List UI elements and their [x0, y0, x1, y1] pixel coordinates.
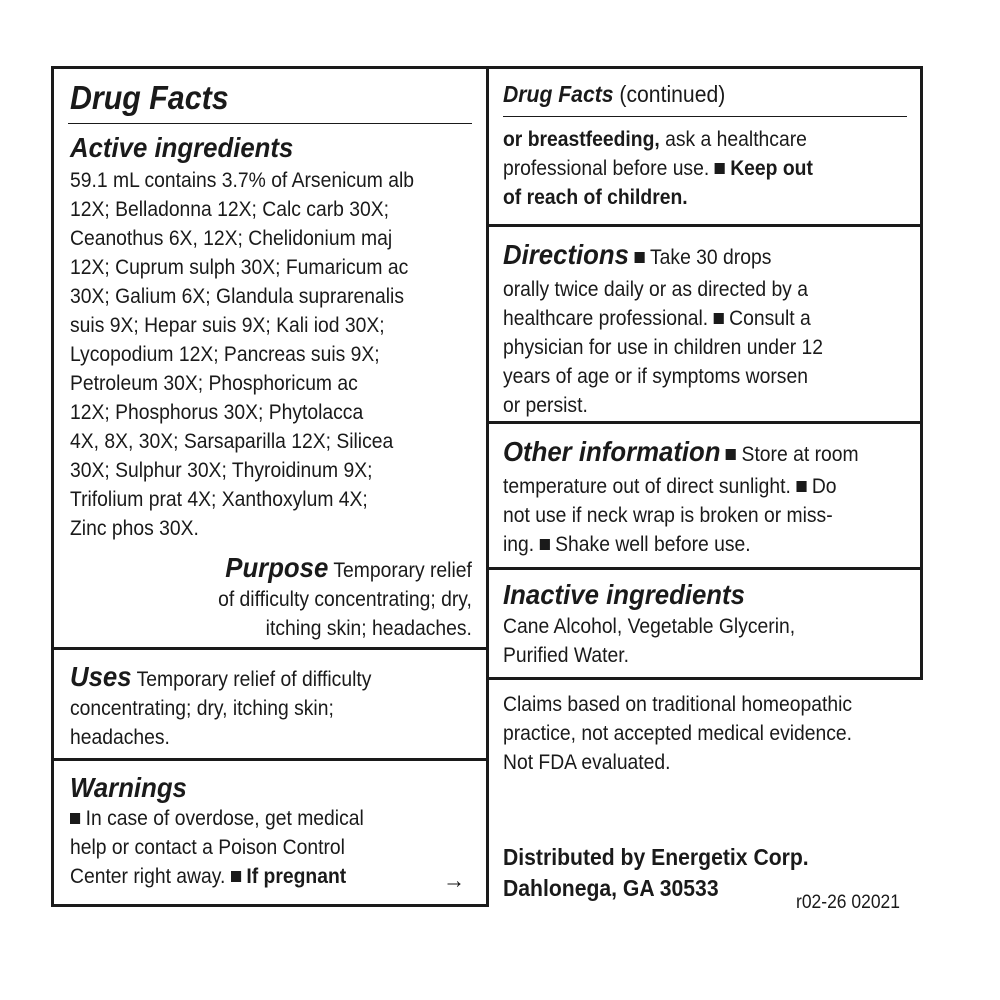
revision-code: r02-26 02021 — [796, 892, 901, 913]
inactive-body — [503, 612, 795, 670]
bullet-square-icon — [540, 539, 550, 550]
purpose-text: Temporary relief — [333, 559, 472, 582]
claims-line-1: Claims based on traditional homeopathic — [503, 693, 853, 716]
other-text: Do — [811, 475, 837, 498]
ingredient-line: 12X; Phosphorus 30X; Phytolacca — [70, 401, 364, 424]
directions-line-3 — [503, 304, 823, 333]
continued-divider — [503, 116, 907, 117]
other-text: temperature out of direct sunlight. — [503, 475, 791, 498]
uses-text: Temporary relief of difficulty — [136, 668, 372, 691]
uses-block — [70, 662, 371, 752]
bullet-square-icon — [714, 313, 724, 324]
bullet-square-icon — [796, 481, 806, 492]
directions-text: Consult a — [729, 307, 811, 330]
uses-heading: Uses — [70, 661, 132, 692]
breastfeeding-text: or breastfeeding, — [503, 128, 660, 151]
cont-text: ask a healthcare — [665, 128, 807, 151]
purpose-line-2: of difficulty concentrating; dry, — [218, 588, 472, 611]
active-ingredients-list — [70, 166, 414, 543]
warnings-line-3 — [70, 862, 364, 891]
drug-facts-title: Drug Facts — [70, 79, 229, 116]
directions-text: healthcare professional. — [503, 307, 709, 330]
distributor-block — [503, 842, 809, 904]
ingredient-line: Ceanothus 6X, 12X; Chelidonium maj — [70, 227, 393, 250]
inactive-heading: Inactive ingredients — [503, 579, 745, 610]
other-text: Shake well before use. — [555, 533, 751, 556]
ingredient-line: 4X, 8X, 30X; Sarsaparilla 12X; Silicea — [70, 430, 394, 453]
ingredient-line: Petroleum 30X; Phosphoricum ac — [70, 372, 358, 395]
inactive-line-2: Purified Water. — [503, 644, 629, 667]
active-ingredients-heading: Active ingredients — [70, 132, 294, 163]
cont-line-1 — [503, 125, 813, 154]
warnings-line-2: help or contact a Poison Control — [70, 836, 345, 859]
warnings-text: In case of overdose, get medical — [85, 807, 364, 830]
purpose-line-3: itching skin; headaches. — [265, 617, 472, 640]
other-line-3: not use if neck wrap is broken or miss- — [503, 504, 833, 527]
directions-block — [503, 238, 823, 420]
other-line-4 — [503, 530, 859, 559]
if-pregnant-text: If pregnant — [246, 865, 347, 888]
warnings-line-1 — [70, 804, 364, 833]
claims-block — [503, 690, 852, 777]
directions-line-1 — [503, 238, 823, 275]
claims-line-3: Not FDA evaluated. — [503, 751, 671, 774]
other-line-1 — [503, 435, 859, 472]
warnings-heading: Warnings — [70, 772, 187, 803]
other-info-heading: Other information — [503, 436, 721, 467]
cont-line-3: of reach of children. — [503, 186, 688, 209]
ingredient-line: 30X; Sulphur 30X; Thyroidinum 9X; — [70, 459, 373, 482]
uses-line-3: headaches. — [70, 726, 170, 749]
continue-arrow-icon: → — [443, 867, 466, 894]
warnings-text: Center right away. — [70, 865, 226, 888]
continued-title — [503, 80, 725, 109]
continued-body — [503, 125, 813, 212]
uses-line-1 — [70, 662, 371, 694]
directions-text: Take 30 drops — [649, 246, 772, 269]
purpose-line-1 — [218, 553, 472, 585]
keep-out-text: Keep out — [730, 157, 813, 180]
cont-line-2 — [503, 154, 813, 183]
directions-line-2: orally twice daily or as directed by a — [503, 278, 808, 301]
other-text: ing. — [503, 533, 535, 556]
ingredient-line: suis 9X; Hepar suis 9X; Kali iod 30X; — [70, 314, 385, 337]
continued-suffix: (continued) — [619, 81, 726, 107]
ingredient-line: Lycopodium 12X; Pancreas suis 9X; — [70, 343, 380, 366]
claims-line-2: practice, not accepted medical evidence. — [503, 722, 853, 745]
ingredient-line: 59.1 mL contains 3.7% of Arsenicum alb — [70, 169, 415, 192]
warnings-body — [70, 804, 364, 891]
bullet-square-icon — [715, 163, 725, 174]
directions-line-5: years of age or if symptoms worsen — [503, 365, 808, 388]
purpose-block — [218, 553, 472, 643]
ingredient-line: 12X; Belladonna 12X; Calc carb 30X; — [70, 198, 389, 221]
ingredient-line: Trifolium prat 4X; Xanthoxylum 4X; — [70, 488, 368, 511]
directions-line-4: physician for use in children under 12 — [503, 336, 824, 359]
uses-line-2: concentrating; dry, itching skin; — [70, 697, 334, 720]
other-text: Store at room — [741, 443, 859, 466]
cont-text: professional before use. — [503, 157, 710, 180]
bullet-square-icon — [634, 252, 644, 263]
bullet-square-icon — [231, 871, 241, 882]
inactive-line-1: Cane Alcohol, Vegetable Glycerin, — [503, 615, 796, 638]
other-line-2 — [503, 472, 859, 501]
purpose-heading: Purpose — [225, 552, 329, 583]
distributor-line-1: Distributed by Energetix Corp. — [503, 844, 809, 870]
directions-heading: Directions — [503, 239, 629, 270]
bullet-square-icon — [726, 449, 736, 460]
distributor-line-2: Dahlonega, GA 30533 — [503, 875, 719, 901]
continued-drug-facts: Drug Facts — [503, 81, 614, 107]
directions-line-6: or persist. — [503, 394, 588, 417]
other-info-block — [503, 435, 859, 559]
ingredient-line: 12X; Cuprum sulph 30X; Fumaricum ac — [70, 256, 409, 279]
bullet-square-icon — [70, 813, 80, 824]
ingredient-line: 30X; Galium 6X; Glandula suprarenalis — [70, 285, 404, 308]
title-divider — [68, 123, 472, 124]
ingredient-line: Zinc phos 30X. — [70, 517, 199, 540]
